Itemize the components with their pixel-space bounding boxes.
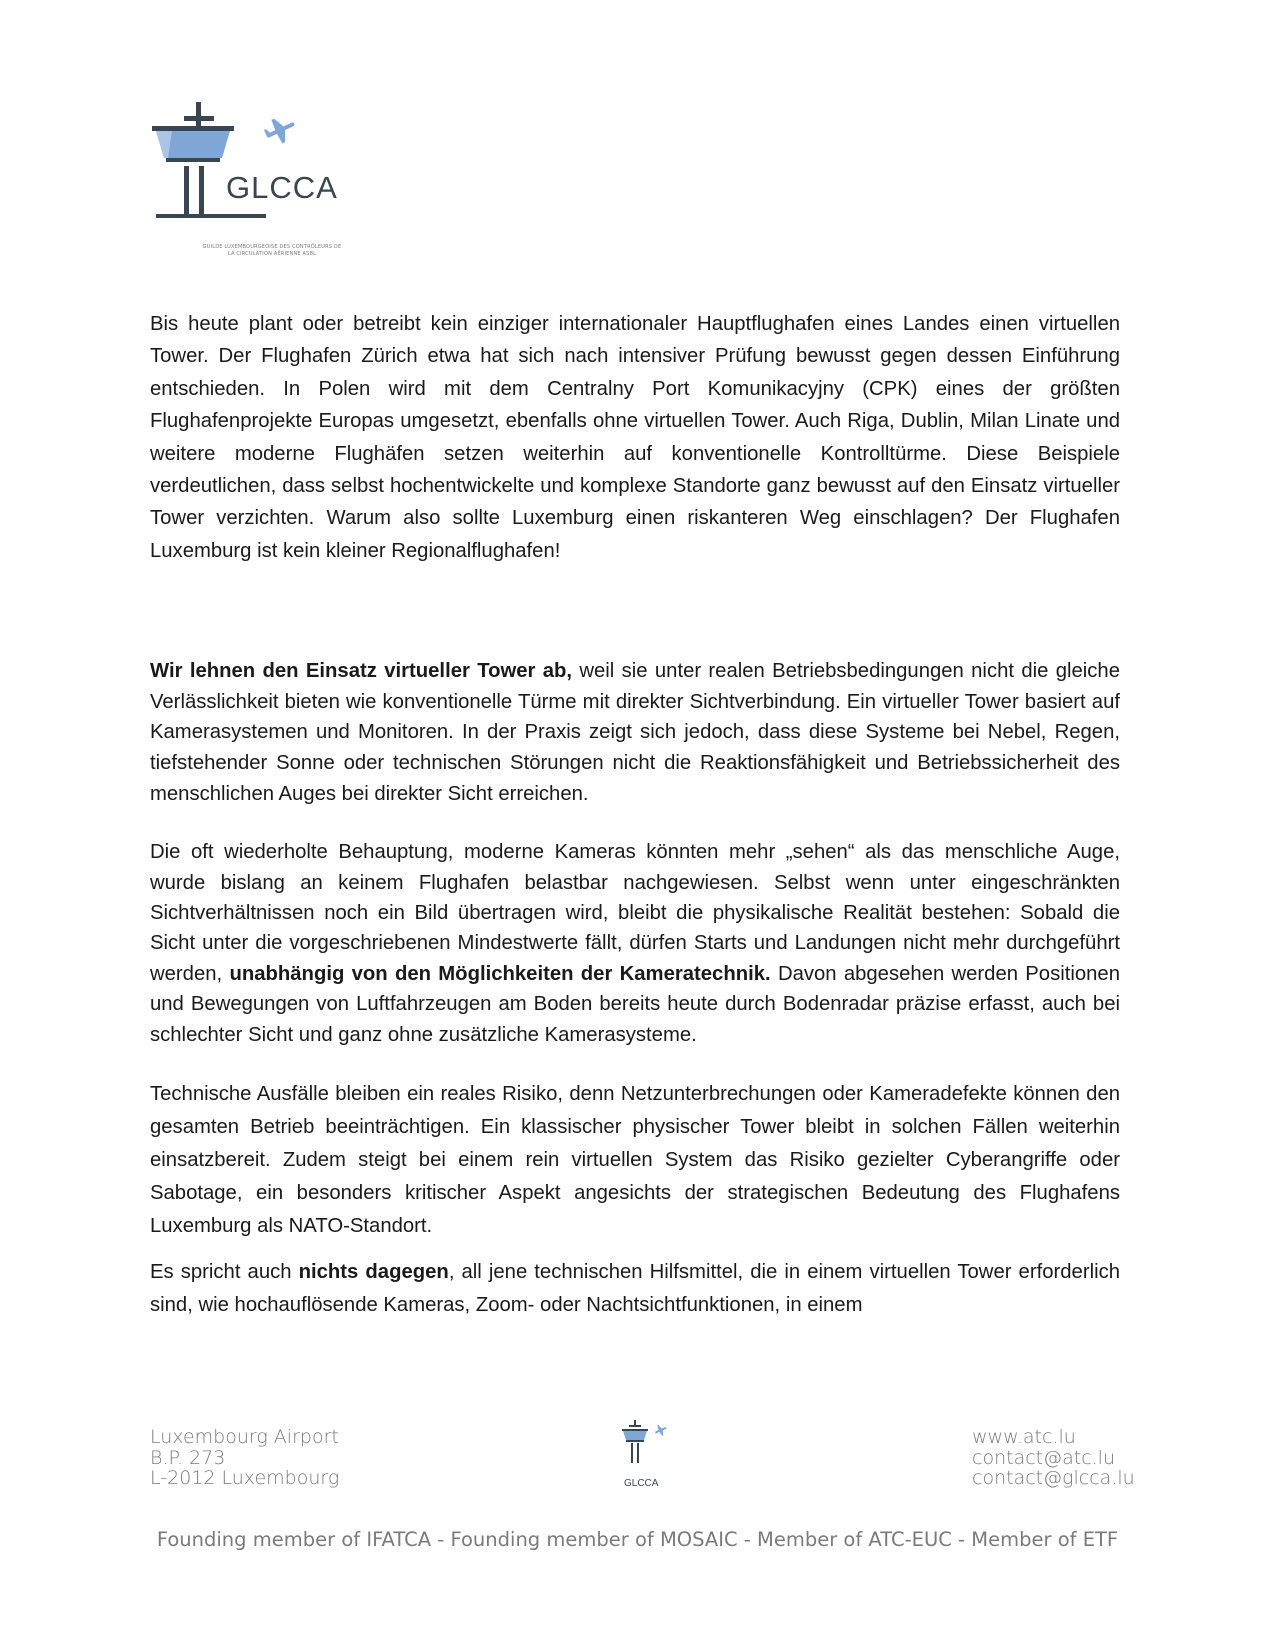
footer-memberships: Founding member of IFATCA - Founding member of MOSAIC - Member of ATC-EUC - Member of ETF [156, 1528, 1119, 1551]
logo-tagline-line-1: GUILDE LUXEMBOURGEOISE DES CONTRÔLEURS DE [202, 244, 342, 250]
logo-tagline-line-2: LA CIRCULATION AÉRIENNE ASBL [227, 251, 317, 257]
paragraph-5-bold: nichts dagegen [298, 1261, 449, 1284]
paragraph-2 [150, 656, 1120, 809]
footer-address-line-1: Luxembourg Airport [150, 1426, 339, 1448]
paragraph-5-text-start: Es spricht auch [150, 1261, 299, 1284]
paragraph-5 [150, 1256, 1120, 1322]
paragraph-3-text-start: Die oft wiederholte Behauptung, moderne Kameras könnten mehr „sehen“ als das menschliche Auge, wurde bislang an keinem Flughafen belastbar nachgewiesen. Selbst wenn unter eingeschränkten Sichtverhältnissen noch ein Bild übertragen wird, bleibt die physikalische Realität bestehen: Sobald die Sicht unter die vorgeschriebenen Mindestwerte fällt, dürfen Starts und Landungen nicht mehr durchgeführt werden, [150, 841, 1120, 985]
logo-tagline [152, 244, 392, 258]
paragraph-5-text-end: , all jene technischen Hilfsmittel, die in einem virtuellen Tower erforderlich sind, wie hochauflösende Kameras, Zoom- oder Nachtsichtfunktionen, in einem [150, 1261, 1120, 1317]
paragraph-3-bold: unabhängig von den Möglichkeiten der Kameratechnik. [229, 962, 771, 985]
footer-address-line-3: L-2012 Luxembourg [150, 1467, 340, 1489]
footer-address [150, 1427, 339, 1489]
footer-email-glcca[interactable]: contact@glcca.lu [972, 1467, 1135, 1489]
paragraph-3-text-end: Davon abgesehen werden Positionen und Bewegungen von Luftfahrzeugen am Boden bereits heute durch Bodenradar präzise erfasst, auch bei schlechter Sicht und ganz ohne zusätzliche Kamerasysteme. [150, 962, 1120, 1046]
paragraph-4: Technische Ausfälle bleiben ein reales Risiko, denn Netzunterbrechungen oder Kameradefekte können den gesamten Betrieb beeinträchtigen. Ein klassischer physischer Tower bleibt in solchen Fällen weiterhin einsatzbereit. Zudem steigt bei einem rein virtuellen System das Risiko gezielter Cyberangriffe oder Sabotage, ein besonders kritischer Aspekt angesichts der strategischen Bedeutung des Flughafens Luxemburg als NATO-Standort. [150, 1083, 1120, 1238]
paragraph-3 [150, 837, 1120, 1050]
footer-email-atc[interactable]: contact@atc.lu [972, 1446, 1116, 1469]
paragraph-2-bold: Wir lehnen den Einsatz virtueller Tower ab, [150, 660, 573, 683]
letter-body [150, 308, 1120, 1322]
footer-logo-wordmark: GLCCA [624, 1478, 659, 1489]
paragraph-1: Bis heute plant oder betreibt kein einziger internationaler Hauptflughafen eines Landes einen virtuellen Tower. Der Flughafen Zürich etwa hat sich nach intensiver Prüfung bewusst gegen dessen Einführung entschieden. In Polen wird mit dem Centralny Port Komunikacyjny (CPK) eines der größten Flughafenprojekte Europas umgesetzt, ebenfalls ohne virtuellen Tower. Auch Riga, Dublin, Milan Linate und weitere moderne Flughäfen setzen weiterhin auf konventionelle Kontrolltürme. Diese Beispiele verdeutlichen, dass selbst hochentwickelte und komplexe Standorte ganz bewusst auf den Einsatz virtueller Tower verzichten. Warum also sollte Luxemburg einen riskanteren Weg einschlagen? Der Flughafen Luxemburg ist kein kleiner Regionalflughafen! [150, 313, 1120, 562]
footer-website[interactable]: www.atc.lu [972, 1426, 1076, 1448]
footer-address-line-2: B.P. 273 [150, 1446, 226, 1469]
logo-wordmark: GLCCA [226, 170, 338, 205]
paragraph-2-text: weil sie unter realen Betriebsbedingungen nicht die gleiche Verlässlichkeit bieten wie konventionelle Türme mit direkter Sichtverbindung. Ein virtueller Tower basiert auf Kamerasystemen und Monitoren. In der Praxis zeigt sich jedoch, dass diese Systeme bei Nebel, Regen, tiefstehender Sonne oder technischen Störungen nicht die Reaktionsfähigkeit und Betriebssicherheit des menschlichen Auges bei direkter Sicht erreichen. [150, 660, 1120, 805]
footer-contact [972, 1427, 1135, 1489]
footer-logo [618, 1418, 678, 1494]
footer-tower-icon [618, 1418, 678, 1478]
